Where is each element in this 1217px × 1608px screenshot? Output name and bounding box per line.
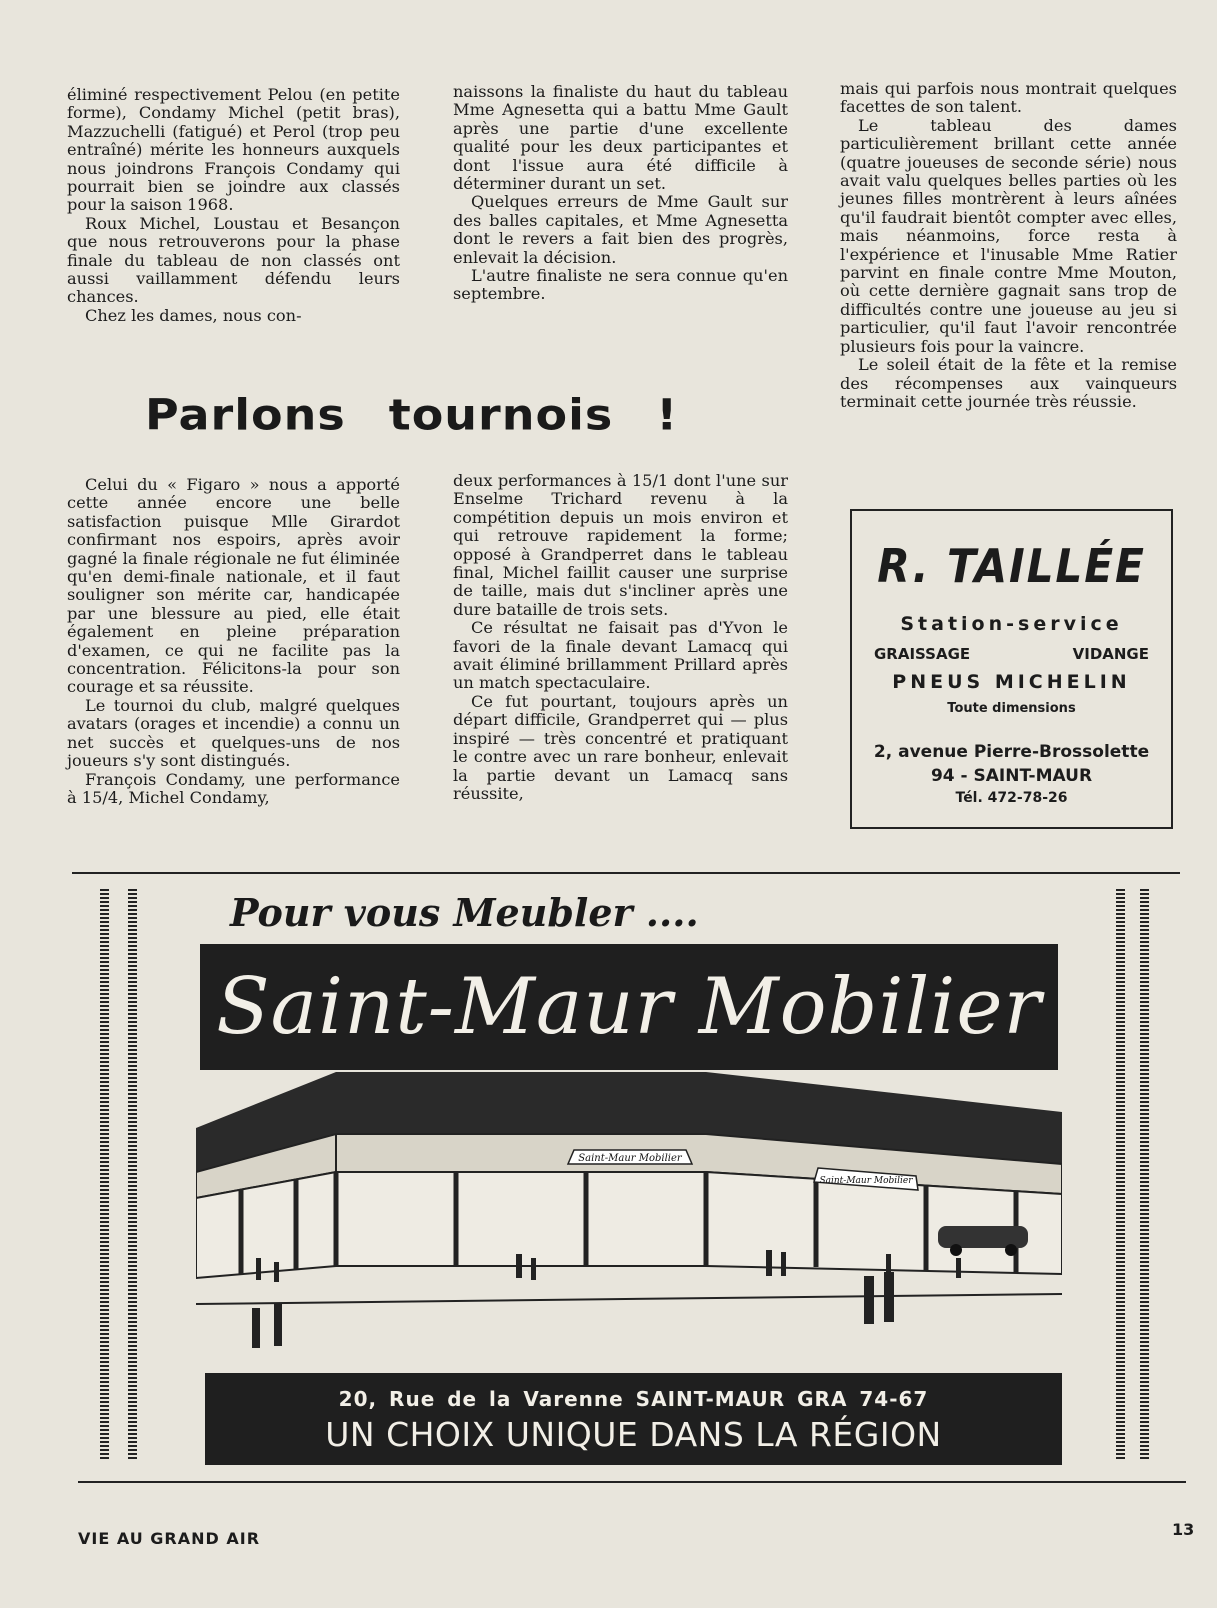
paragraph: mais qui parfois nous montrait quelques facettes de son talent. <box>840 79 1177 117</box>
paragraph: éliminé respectivement Pelou (en petite forme), Condamy Michel (petit bras), Mazzuchelli (fatigué) et Perol (trop peu entraîné) mérite les honneurs auxquels nous joindrons François Condamy qui pourrait bien se joindre aux classés pour la saison 1968. <box>67 85 400 215</box>
ad-address: 2, avenue Pierre-Brossolette <box>873 742 1150 762</box>
article-column-3 <box>840 80 1177 411</box>
paragraph: Le tournoi du club, malgré quelques avatars (orages et incendie) a connu un net succès et quelques-uns de nos joueurs s'y sont distingués. <box>67 695 400 771</box>
ad-graissage: GRAISSAGE <box>874 645 971 663</box>
ad-brand: R. TAILLÉE <box>877 539 1146 593</box>
ad-pneus: PNEUS MICHELIN <box>892 671 1131 693</box>
paragraph: deux performances à 15/1 dont l'une sur Enselme Trichard revenu à la compétition depuis un mois environ et qui retrouve rapidement la forme; opposé à Grandperret dans le tableau final, Michel faillit causer une surprise de taille, mais dut s'incliner après une dure bataille de trois sets. <box>453 471 788 619</box>
paragraph: Celui du « Figaro » nous a apporté cette année encore une belle satisfaction puisque Mlle Girardot confirmant nos espoirs, après avoir gagné la finale régionale ne fut éliminée qu'en demi-finale nationale, et il faut souligner son mérite car, handicapée par une blessure au pied, elle était également en pleine préparation d'examen, ce qui ne facilite pas la concentration. Félicitons-la pour son courage et sa réussite. <box>67 475 400 697</box>
ad-city: 94 - SAINT-MAUR <box>930 766 1093 786</box>
paragraph: Le tableau des dames particulièrement brillant cette année (quatre joueuses de seconde série) nous avait valu quelques belles parties où les jeunes filles montrèrent à leurs aînées qu'il faudrait bientôt compter avec elles, mais néanmoins, force resta à l'expérience et l'inusable Mme Ratier parvint en finale contre Mme Mouton, où cette dernière gagnait sans trop de difficultés contre une joueuse au jeu si particulier, qu'il faut l'avoir rencontrée plusieurs fois pour la vaincre. <box>840 115 1177 356</box>
ad-store-address: 20, Rue de la Varenne SAINT-MAUR GRA 74-67 <box>338 1387 929 1411</box>
store-sign-right: Saint-Maur Mobilier <box>819 1176 913 1186</box>
paragraph: Ce fut pourtant, toujours après un départ difficile, Grandperret qui — plus inspiré — très concentré et pratiquant le contre avec un rare bonheur, enlevait la partie devant un Lamacq sans réussite, <box>453 691 788 803</box>
ad-store-name-banner: Saint-Maur Mobilier <box>200 944 1058 1070</box>
paragraph: François Condamy, une performance à 15/4, Michel Condamy, <box>67 769 400 807</box>
divider-top <box>72 872 1180 874</box>
paragraph: Quelques erreurs de Mme Gault sur des balles capitales, et Mme Agnesetta dont le revers a fait bien des progrès, enlevait la décision. <box>453 192 788 267</box>
paragraph: Le soleil était de la fête et la remise des récompenses aux vainqueurs terminait cette journée très réussie. <box>840 355 1177 411</box>
decorative-hatch-left-1 <box>100 889 109 1461</box>
paragraph: naissons la finaliste du haut du tableau Mme Agnesetta qui a battu Mme Gault après une partie d'une excellente qualité pour les deux participantes et dont l'issue aura été difficile à déterminer durant un set. <box>453 82 788 194</box>
ad-slogan: UN CHOIX UNIQUE DANS LA RÉGION <box>325 1415 942 1454</box>
ad-address-banner <box>205 1373 1062 1465</box>
store-sign-left: Saint-Maur Mobilier <box>578 1153 682 1164</box>
article-column-2-bottom <box>453 472 788 803</box>
ad-vidange: VIDANGE <box>1072 645 1149 663</box>
section-headline: Parlons tournois ! <box>145 390 679 440</box>
ad-taillee <box>850 509 1173 829</box>
ad-service: Station-service <box>900 613 1123 635</box>
ad-services-row <box>852 645 1171 663</box>
decorative-hatch-right-1 <box>1116 889 1125 1461</box>
publication-name: VIE AU GRAND AIR <box>78 1529 261 1548</box>
decorative-hatch-left-2 <box>128 889 137 1461</box>
article-column-2-top <box>453 83 788 304</box>
decorative-hatch-right-2 <box>1140 889 1149 1461</box>
ad-tagline: Pour vous Meubler .... <box>230 890 699 935</box>
article-column-1-top <box>67 86 400 325</box>
ad-telephone: Tél. 472-78-26 <box>955 790 1068 806</box>
paragraph: Chez les dames, nous con- <box>85 305 302 325</box>
article-column-1-bottom <box>67 476 400 807</box>
paragraph: Roux Michel, Loustau et Besançon que nous retrouverons pour la phase finale du tableau de non classés ont aussi vaillamment défendu leurs chances. <box>67 213 400 307</box>
page-number: 13 <box>1172 1520 1195 1539</box>
store-illustration <box>196 1068 1062 1368</box>
ad-dimensions: Toute dimensions <box>947 701 1076 716</box>
divider-bottom <box>78 1481 1186 1483</box>
paragraph: L'autre finaliste ne sera connue qu'en septembre. <box>453 266 788 304</box>
paragraph: Ce résultat ne faisait pas d'Yvon le favori de la finale devant Lamacq qui avait éliminé brillamment Prillard après un match spectaculaire. <box>453 618 788 693</box>
